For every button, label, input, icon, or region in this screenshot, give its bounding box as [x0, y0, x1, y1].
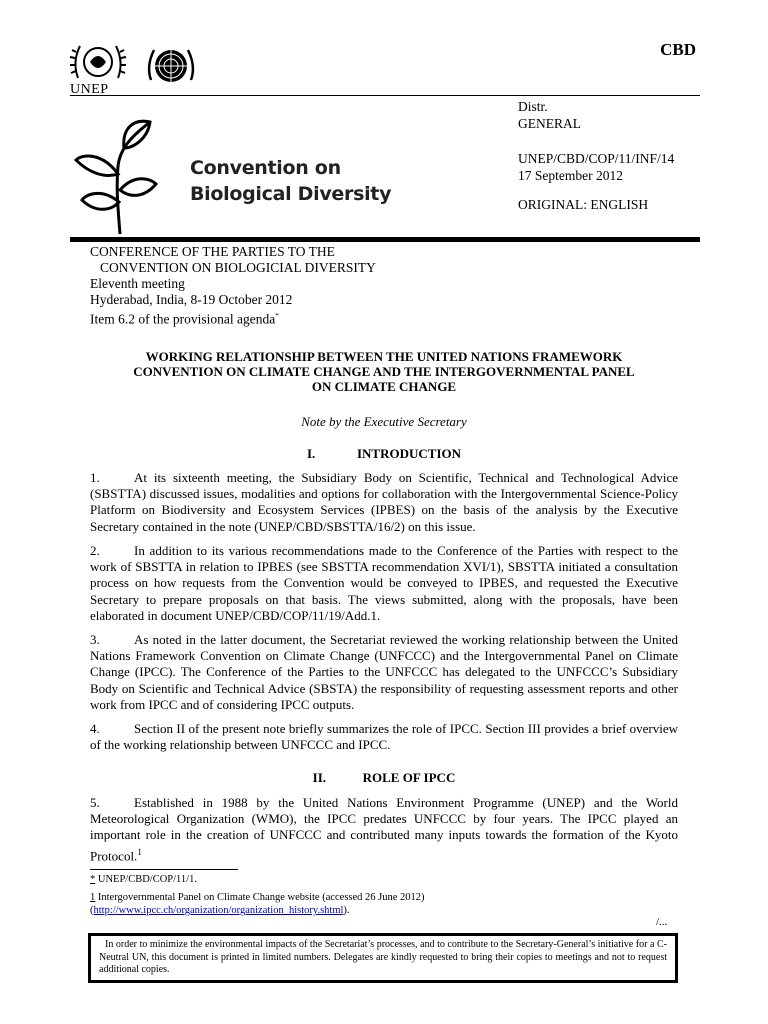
- paragraph-text: Established in 1988 by the United Nations Environment Programme (UNEP) and the World Meteorological Organization (WMO), the IPCC predates UNFCCC by four years. The IPCC played an important role in the creation of UNFCCC and contributed many inputs towards the formation of the Kyoto Protocol.: [90, 795, 678, 863]
- paragraph-1: [90, 470, 678, 535]
- convention-title-line1: Convention on: [190, 157, 341, 179]
- paragraph-text: As noted in the latter document, the Secretariat reviewed the working relationship between the United Nations Framework Convention on Climate Change (UNFCCC) and the Intergovernmental Panel on Climate Change (IPCC). The Conference of the Parties to the UNFCCC has delegated to the UNFCCC’s Subsidiary Body on Scientific and Technical Advice (SBSTA) the responsibility of requesting assessment reports and other work from IPCC and of considering IPCC outputs.: [90, 632, 678, 712]
- footnote-mark: *: [90, 874, 96, 885]
- document-date: 17 September 2012: [518, 168, 623, 183]
- meta-line4: Hyderabad, India, 8-19 October 2012: [90, 292, 293, 307]
- link-close-paren: ).: [343, 905, 350, 916]
- convention-title: [190, 155, 391, 207]
- meta-line1: CONFERENCE OF THE PARTIES TO THE: [90, 244, 335, 259]
- section-heading-introduction: [90, 446, 678, 462]
- paragraph-text: In addition to its various recommendations made to the Conference of the Parties with respect to the work of SBSTTA in relation to IPBES (see SBSTTA recommendation XVI/1), SBSTTA initiated a consultation process on how requests from the Convention would be conveyed to IPBES, and requested the Executive Secretary to prepare proposals on that basis. The views submitted, along with the proposals, have been elaborated in document UNEP/CBD/COP/11/19/Add.1.: [90, 543, 678, 623]
- section-heading-role-of-ipcc: [90, 770, 678, 786]
- distribution-value: GENERAL: [518, 116, 581, 131]
- meeting-info: [90, 244, 376, 328]
- convention-title-line2: Biological Diversity: [190, 183, 392, 205]
- meta-line3: Eleventh meeting: [90, 276, 185, 291]
- link-open-paren: (: [90, 905, 94, 916]
- title-line1: WORKING RELATIONSHIP BETWEEN THE UNITED NATIONS FRAMEWORK: [145, 349, 623, 364]
- section-title: INTRODUCTION: [356, 446, 461, 461]
- paragraph-3: [90, 632, 678, 713]
- header-rule: [70, 95, 700, 96]
- unep-label: UNEP: [70, 82, 109, 97]
- distr-label: Distr.: [518, 99, 548, 114]
- un-emblem-icon: [146, 44, 196, 88]
- paragraph-number: 4.: [90, 721, 100, 736]
- agenda-footnote-mark: *: [275, 312, 279, 320]
- printing-notice-box: [88, 933, 678, 983]
- footnote-separator: [90, 869, 238, 870]
- paragraph-number: 2.: [90, 543, 100, 558]
- footnote-1: [90, 873, 197, 886]
- header-thick-rule: [70, 237, 700, 242]
- footnote-text: UNEP/CBD/COP/11/1.: [95, 874, 197, 885]
- ipcc-history-link[interactable]: http://www.ipcc.ch/organization/organization_history.shtml: [93, 905, 344, 916]
- section-number: II.: [312, 770, 327, 785]
- section-title: ROLE OF IPCC: [362, 770, 456, 785]
- printing-notice-text: In order to minimize the environmental impacts of the Secretariat’s processes, and to contribute to the Secretary-General’s initiative for a C-Neutral UN, this document is printed in limited numbers. Delegates are kindly requested to bring their copies to meetings and not to request additional copies.: [99, 939, 667, 975]
- paragraph-number: 1.: [90, 470, 100, 485]
- subtitle-note: Note by the Executive Secretary: [301, 414, 467, 429]
- paragraph-number: 3.: [90, 632, 100, 647]
- paragraph-number: 5.: [90, 795, 100, 810]
- footnote-2: [90, 891, 425, 917]
- document-info: [518, 98, 674, 213]
- meta-line2: CONVENTION ON BIOLOGICIAL DIVERSITY: [100, 260, 376, 275]
- paragraph-5: [90, 795, 678, 864]
- cbd-leaf-logo-icon: [72, 108, 164, 236]
- footnote-ref[interactable]: 1: [137, 846, 142, 857]
- meta-line5: [90, 308, 376, 328]
- original-language: ORIGINAL: ENGLISH: [518, 197, 649, 212]
- footnote-text: Intergovernmental Panel on Climate Change website (accessed 26 June 2012): [95, 892, 425, 903]
- paragraph-text: At its sixteenth meeting, the Subsidiary Body on Scientific, Technical and Technological Advice (SBSTTA) discussed issues, modalities and options for collaboration with the Intergovernmental Science-Policy Platform on Biodiversity and Ecosystem Services (IPBES) on the basis of the analysis by the Executive Secretary contained in the note (UNEP/CBD/SBSTTA/16/2) on this issue.: [90, 470, 678, 534]
- paragraph-2: [90, 543, 678, 624]
- continued-marker: /...: [656, 916, 668, 928]
- title-line2: CONVENTION ON CLIMATE CHANGE AND THE INTERGOVERNMENTAL PANEL: [133, 364, 635, 379]
- title-line3: ON CLIMATE CHANGE: [311, 379, 457, 394]
- footnote-mark: 1: [90, 892, 96, 903]
- document-symbol: UNEP/CBD/COP/11/INF/14: [518, 151, 675, 166]
- cbd-tag: CBD: [660, 40, 696, 59]
- paragraph-4: [90, 721, 678, 753]
- agenda-item: Item 6.2 of the provisional agenda: [90, 311, 276, 327]
- section-number: I.: [306, 446, 316, 461]
- document-title: [90, 349, 678, 394]
- paragraph-text: Section II of the present note briefly summarizes the role of IPCC. Section III provides a brief overview of the working relationship between UNFCCC and IPCC.: [90, 721, 678, 753]
